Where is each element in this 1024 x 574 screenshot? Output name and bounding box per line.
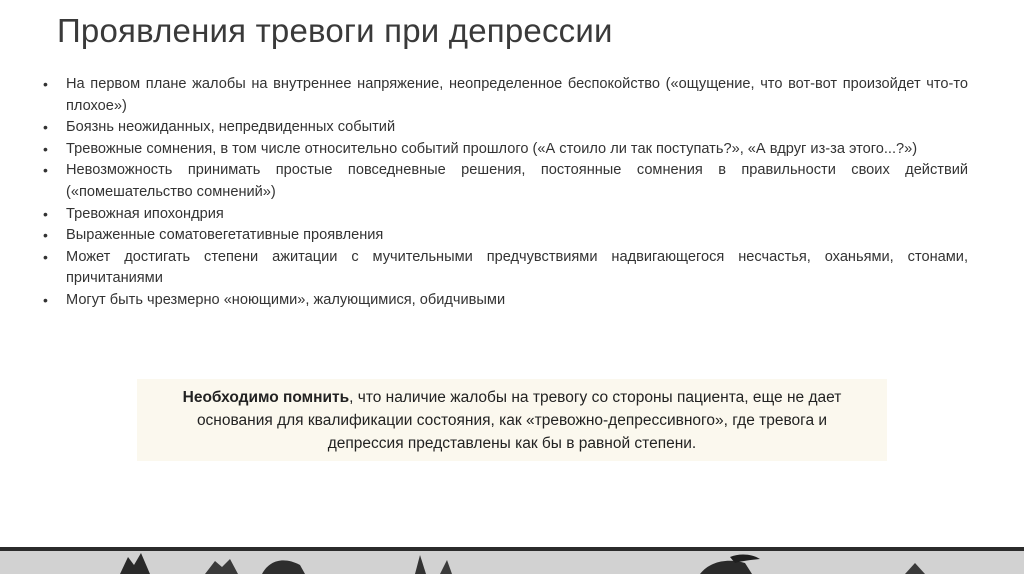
bullet-text: Выраженные соматовегетативные проявления	[66, 227, 384, 244]
bullet-item	[43, 117, 968, 139]
bullet-list	[43, 74, 968, 312]
decorative-photo-strip	[0, 551, 1024, 574]
bullet-dot: •	[43, 291, 48, 308]
bullet-text: Боязнь неожиданных, непредвиденных событий	[66, 119, 396, 136]
bullet-text: Невозможность принимать простые повседневные решения, постоянные сомнения в правильности своих действий («помешательство сомнений»)	[66, 162, 968, 200]
bullet-dot: •	[43, 162, 48, 179]
note-text: , что наличие жалобы на тревогу со стороны пациента, еще не дает основания для квалификации состояния, как «тревожно-депрессивного», где тревога и депрессия представлены как бы в равной степени.	[196, 389, 842, 452]
bullet-item	[43, 74, 968, 117]
bullet-item	[43, 290, 968, 312]
bullet-dot: •	[43, 227, 48, 244]
bullet-dot: •	[43, 205, 48, 222]
bullet-item	[43, 160, 968, 203]
bullet-dot: •	[43, 76, 48, 92]
bullet-item	[43, 247, 968, 290]
bullet-dot: •	[43, 140, 48, 157]
note-emphasis: Необходимо помнить	[182, 389, 350, 406]
bullet-text: Тревожные сомнения, в том числе относительно событий прошлого («А стоило ли так поступать?», «А вдруг из-за этого...?»)	[66, 140, 918, 157]
bullet-text: Могут быть чрезмерно «ноющими», жалующимися, обидчивыми	[66, 291, 506, 308]
bullet-text: Может достигать степени ажитации с мучительными предчувствиями надвигающегося несчастья, оханьями, стонами, причитаниями	[66, 248, 968, 287]
slide-title: Проявления тревоги при депрессии	[57, 12, 613, 49]
bullet-dot: •	[43, 119, 48, 136]
note-box	[137, 379, 887, 461]
bullet-item	[43, 225, 968, 247]
bullet-text: На первом плане жалобы на внутреннее напряжение, неопределенное беспокойство («ощущение, что вот-вот произойдет что-то плохое»)	[66, 76, 968, 114]
bullet-item	[43, 204, 968, 226]
bullet-item	[43, 139, 968, 161]
decorative-silhouettes-image	[0, 551, 1024, 574]
bullet-text: Тревожная ипохондрия	[66, 205, 224, 222]
bullet-dot: •	[43, 248, 48, 265]
